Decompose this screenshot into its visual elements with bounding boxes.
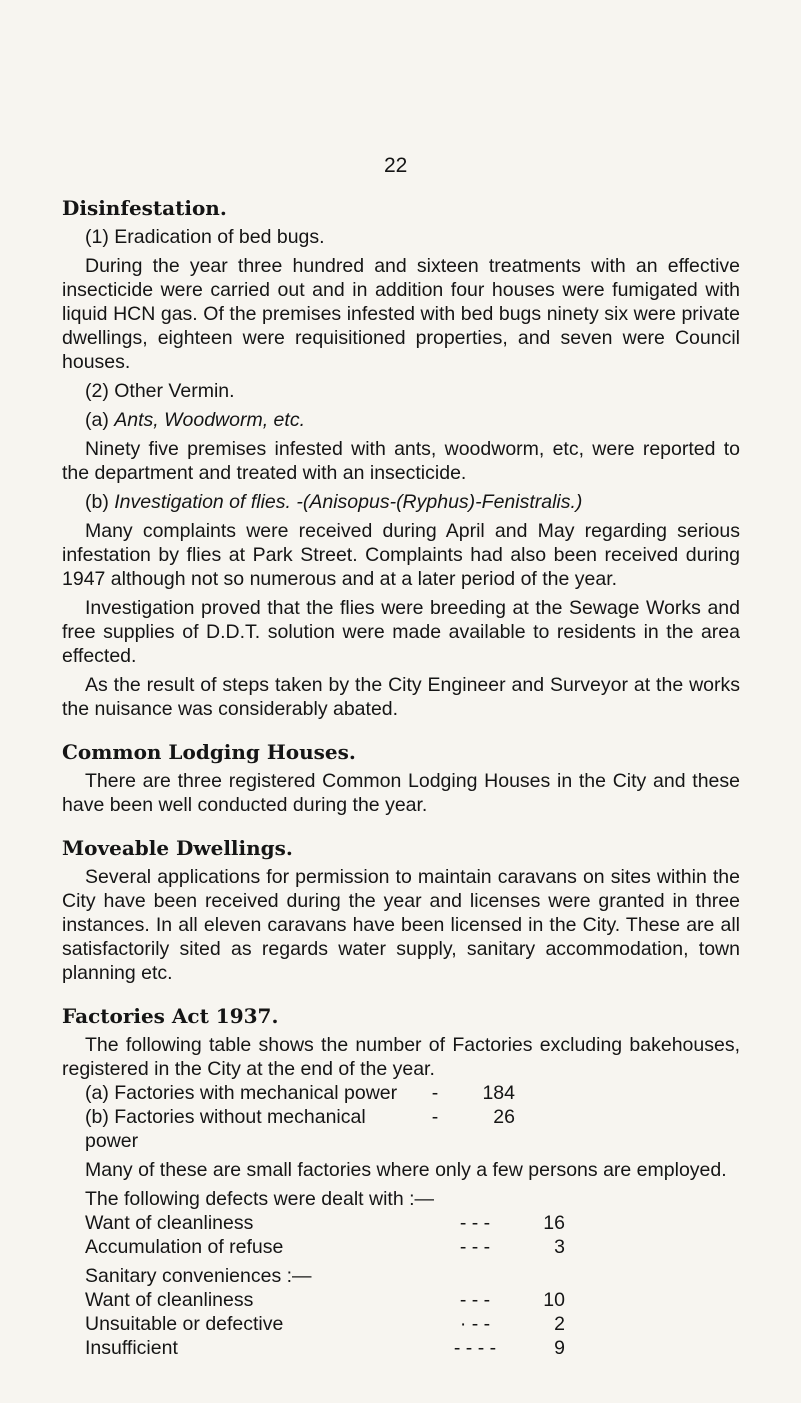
list-item-dashes: - - - <box>459 1289 491 1311</box>
paragraph-ants: Ninety five premises infested with ants, woodworm, etc, were reported to the department and treated with an insecticide. <box>62 438 740 484</box>
list-item-value: 9 <box>554 1337 565 1359</box>
list-item-dashes: - - - <box>459 1212 491 1234</box>
list-item <box>62 1312 740 1336</box>
table-row-value: 184 <box>482 1082 515 1104</box>
subheading-ants-title: Ants, Woodworm, etc. <box>114 409 305 431</box>
subheading-ants <box>62 408 740 432</box>
paragraph-bed-bugs: During the year three hundred and sixteen treatments with an effective insecticide were carried out and in addition four houses were fumigated with liquid HCN gas. Of the premises infested with bed bugs ninety six were private dwellings, eighteen were requisitioned properties, and seven were Council houses. <box>62 255 740 373</box>
sanitary-list <box>62 1288 740 1360</box>
subheading-other-vermin: (2) Other Vermin. <box>85 380 235 402</box>
paragraph-factories-intro: The following table shows the number of Factories excluding bakehouses, registered in the City at the end of the year. <box>62 1034 740 1080</box>
list-item <box>62 1235 740 1259</box>
paragraph-moveable: Several applications for permission to maintain caravans on sites within the City have been received during the year and licenses were granted in three instances. In all eleven caravans have been licensed in the City. These are all satisfactorily sited as regards water supply, sanitary accommodation, town planning etc. <box>62 866 740 984</box>
paragraph-lodging: There are three registered Common Lodging Houses in the City and these have been well conducted during the year. <box>62 770 740 816</box>
table-row <box>62 1105 740 1153</box>
table-row-label: (b) Factories without mechanical power <box>85 1106 366 1152</box>
list-item-label: Want of cleanliness <box>85 1212 254 1234</box>
sanitary-intro: Sanitary conveniences :— <box>85 1265 312 1287</box>
list-item-dashes: - - - <box>459 1236 491 1258</box>
list-item-label: Insufficient <box>85 1337 178 1359</box>
list-item <box>62 1288 740 1312</box>
paragraph-flies-result: As the result of steps taken by the City Engineer and Surveyor at the works the nuisance was considerably abated. <box>62 674 740 720</box>
list-item-dashes: - - - - <box>453 1337 497 1359</box>
subheading-flies-title: Investigation of flies. -(Anisopus-(Ryphus)-Fenistralis.) <box>114 491 583 513</box>
list-item-label: Want of cleanliness <box>85 1289 254 1311</box>
subheading-bed-bugs: (1) Eradication of bed bugs. <box>85 226 325 248</box>
factories-heading: Factories Act 1937. <box>62 1004 279 1028</box>
moveable-heading: Moveable Dwellings. <box>62 836 293 860</box>
subheading-ants-label: (a) <box>85 409 109 431</box>
paragraph-flies-complaints: Many complaints were received during April and May regarding serious infestation by flies at Park Street. Complaints had also been received during 1947 although not so numerous and at a later period of the year. <box>62 520 740 590</box>
list-item-dashes: · - - <box>459 1313 491 1335</box>
subheading-flies-label: (b) <box>85 491 109 513</box>
list-item-value: 10 <box>543 1289 565 1311</box>
defects-list <box>62 1211 740 1259</box>
table-row <box>62 1081 740 1105</box>
defects-intro: The following defects were dealt with :— <box>85 1188 435 1210</box>
table-row-dash: - <box>431 1106 439 1128</box>
factories-table <box>62 1081 740 1153</box>
page-number: 22 <box>384 154 408 177</box>
table-row-value: 26 <box>493 1106 515 1128</box>
subheading-flies <box>62 490 740 514</box>
table-row-dash: - <box>431 1082 439 1104</box>
disinfestation-heading: Disinfestation. <box>62 196 227 220</box>
list-item <box>62 1336 740 1360</box>
list-item-value: 16 <box>543 1212 565 1234</box>
list-item <box>62 1211 740 1235</box>
page-content <box>62 196 740 1360</box>
lodging-heading: Common Lodging Houses. <box>62 740 356 764</box>
paragraph-small-factories: Many of these are small factories where only a few persons are employed. <box>85 1159 727 1181</box>
list-item-label: Unsuitable or defective <box>85 1313 284 1335</box>
list-item-label: Accumulation of refuse <box>85 1236 284 1258</box>
list-item-value: 3 <box>554 1236 565 1258</box>
list-item-value: 2 <box>554 1313 565 1335</box>
paragraph-flies-investigation: Investigation proved that the flies were breeding at the Sewage Works and free supplies of D.D.T. solution were made available to residents in the area effected. <box>62 597 740 667</box>
table-row-label: (a) Factories with mechanical power <box>85 1082 398 1104</box>
